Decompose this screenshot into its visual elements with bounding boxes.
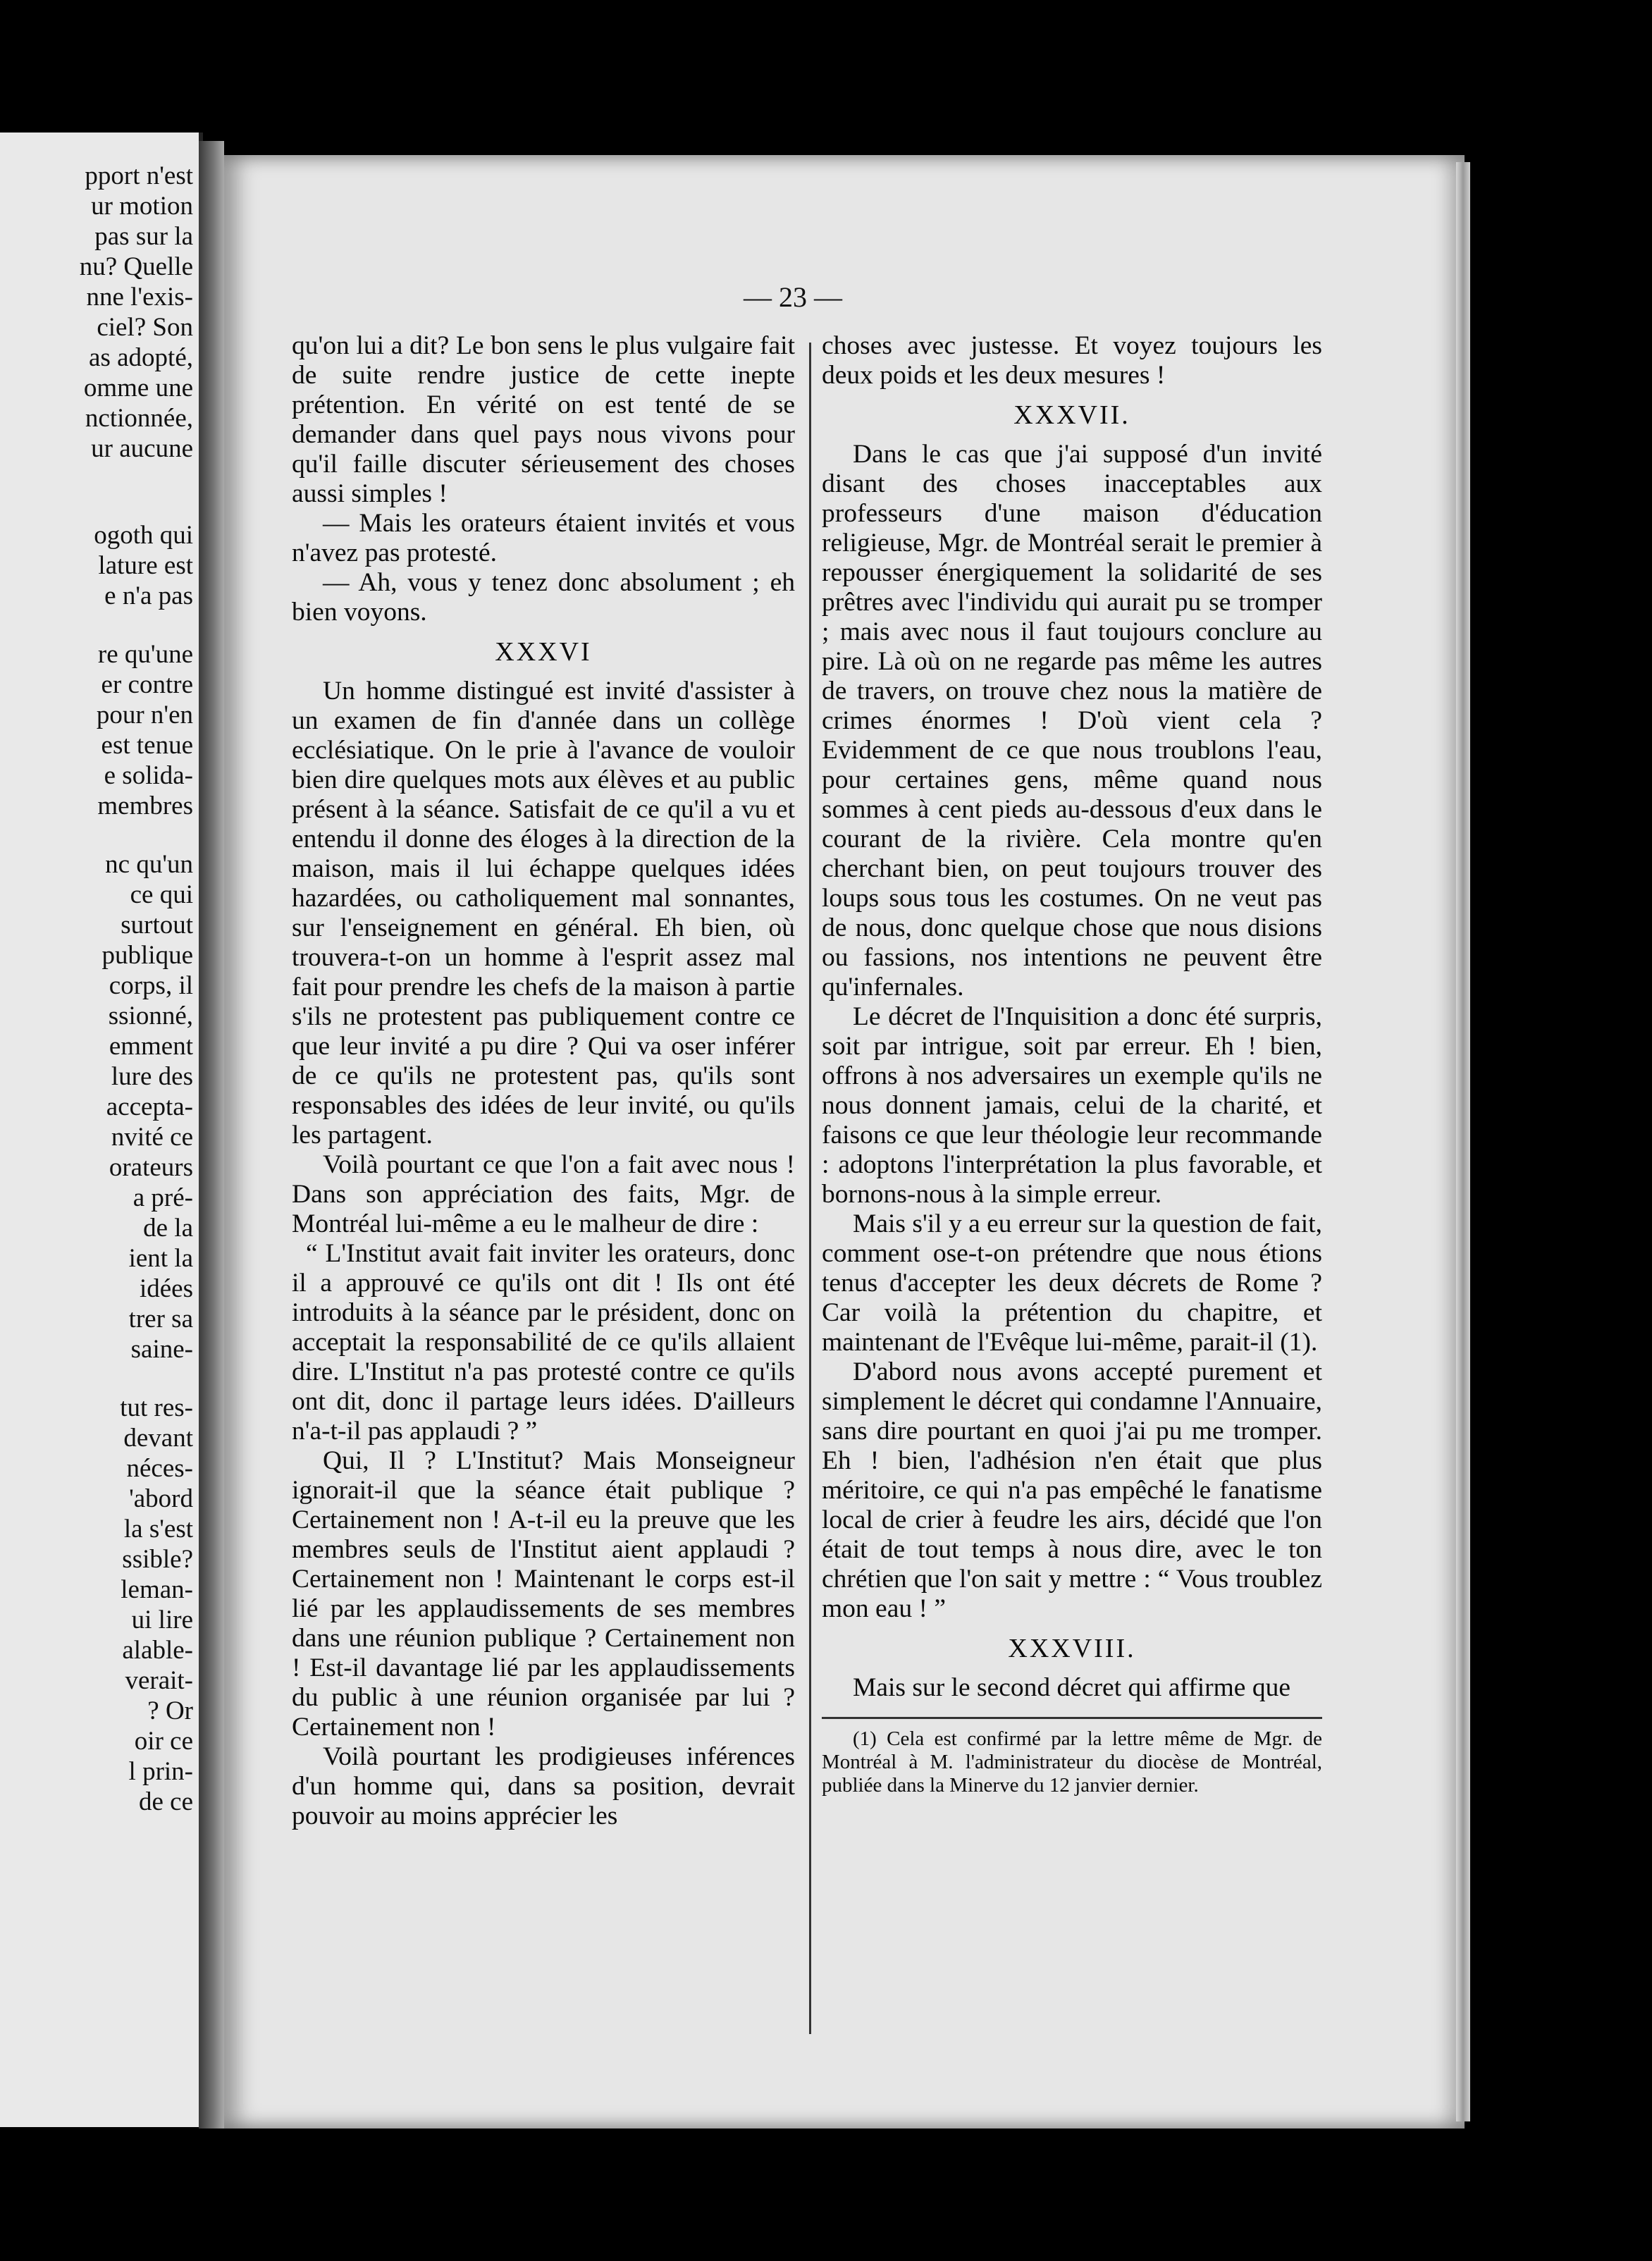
- facing-page-line: trer sa: [128, 1305, 193, 1333]
- facing-page-line: publique: [101, 941, 193, 970]
- facing-page-line: ui lire: [131, 1606, 193, 1634]
- facing-page-line: ur aucune: [91, 434, 193, 463]
- facing-page-line: ciel? Son: [97, 313, 193, 342]
- paragraph: Voilà pourtant les prodigieuses inférences d'un homme qui, dans sa position, devrait pouvoir au moins apprécier les: [292, 1742, 795, 1830]
- page-edge: [1456, 162, 1470, 2121]
- facing-page-line: pour n'en: [96, 701, 193, 729]
- facing-page-line: néces-: [126, 1454, 193, 1483]
- facing-page-line: surtout: [121, 911, 193, 939]
- facing-page-line: oir ce: [134, 1727, 193, 1756]
- paragraph: Un homme distingué est invité d'assister à un examen de fin d'année dans un collège ecclésiatique. On le prie à l'avance de vouloir bien dire quelques mots aux élèves et au public présent à la séance. Satisfait de ce qu'il a vu et entendu il donne des éloges à la direction de la maison, mais il lui échappe quelques idées hazardées, ou catholiquement mal sonnantes, sur l'enseignement en général. Eh bien, où trouvera-t-on un homme à l'esprit assez mal fait pour prendre les chefs de la maison à partie s'ils ne protestent pas publiquement contre ce que leur invité a pu dire ? Qui va oser inférer de ce qu'ils ne protestent pas, qu'ils sont responsables des idées de leur invité, ou qu'ils les partagent.: [292, 677, 795, 1150]
- facing-page-line: la s'est: [123, 1515, 193, 1544]
- book-gutter: [199, 141, 224, 2128]
- facing-page-line: ssionné,: [108, 1002, 193, 1030]
- facing-page-line: est tenue: [101, 731, 193, 760]
- facing-page-line: alable-: [122, 1636, 193, 1665]
- text-column-left: [292, 331, 795, 1831]
- facing-page-line: re qu'une: [97, 640, 193, 669]
- facing-page-line: orateurs: [109, 1153, 193, 1182]
- facing-page-line: ogoth qui: [94, 521, 193, 550]
- facing-page-line: e n'a pas: [104, 581, 193, 610]
- paragraph: Qui, Il ? L'Institut? Mais Monseigneur ignorait-il que la séance était publique ? Certainement non ! A-t-il eu la preuve que les membres seuls de l'Institut aient applaudi ? Certainement non ! Maintenant le corps est-il lié par les applaudissements de ses membres dans une réunion publique ? Certainement non ! Est-il davantage lié par les applaudissements du public à une réunion organisée par lui ? Certainement non !: [292, 1446, 795, 1742]
- facing-page-line: de la: [143, 1214, 193, 1243]
- footnote: (1) Cela est confirmé par la lettre même de Mgr. de Montréal à M. l'administrateur du diocèse de Montréal, publiée dans la Minerve du 12 janvier dernier.: [822, 1727, 1322, 1797]
- paragraph: Dans le cas que j'ai supposé d'un invité disant des choses inacceptables aux professeurs d'une maison d'éducation religieuse, Mgr. de Montréal serait le premier à repousser énergiquement la solidarité de ses prêtres avec l'individu qui aurait pu se tromper ; mais avec nous il faut toujours conclure au pire. Là où on ne regarde pas même les autres de travers, on trouve chez nous la matière de crimes énormes ! D'où vient cela ? Evidemment de ce que nous troublons l'eau, pour certaines gens, même quand nous sommes à cent pieds au-dessous d'eux dans le courant de la rivière. Cela montre qu'en cherchant bien, on peut toujours trouver des loups sous tous les costumes. On ne veut pas de nous, donc quelque chose que nous disions ou fassions, nos intentions ne peuvent être qu'infernales.: [822, 440, 1322, 1002]
- facing-page-line: ssible?: [122, 1545, 193, 1574]
- paragraph: Voilà pourtant ce que l'on a fait avec nous ! Dans son appréciation des faits, Mgr. de Montréal lui-même a eu le malheur de dire :: [292, 1150, 795, 1238]
- facing-page-line: accepta-: [106, 1092, 193, 1121]
- facing-page-line: ce qui: [130, 880, 193, 909]
- facing-page-line: devant: [123, 1424, 193, 1453]
- facing-page-line: tut res-: [120, 1393, 193, 1422]
- facing-page-line: l prin-: [128, 1757, 193, 1786]
- text-column-right: [822, 331, 1322, 1797]
- page-number: — 23 —: [744, 281, 842, 313]
- facing-page-line: ur motion: [91, 192, 193, 221]
- paragraph: D'abord nous avons accepté purement et simplement le décret qui condamne l'Annuaire, sans dire pourtant en quoi j'ai pu me tromper. Eh ! bien, l'adhésion n'en était que plus méritoire, ce qui n'a pas empêché le fanatisme local de crier à feudre les airs, décidé que l'on était de tout temps à nous dire, avec le ton chrétien que l'on sait y mettre : “ Vous troublez mon eau ! ”: [822, 1357, 1322, 1623]
- paragraph: Le décret de l'Inquisition a donc été surpris, soit par intrigue, soit par erreur. Eh ! bien, offrons à nos adversaires un exemple qu'ils ne nous donnent jamais, celui de la charité, et faisons ce que leur théologie leur recommande : adoptons l'interprétation la plus favorable, et bornons-nous à la simple erreur.: [822, 1002, 1322, 1209]
- paragraph: qu'on lui a dit? Le bon sens le plus vulgaire fait de suite rendre justice de cette inepte prétention. En vérité on est tenté de se demander dans quel pays nous vivons pour qu'il faille discuter sérieusement des choses aussi simples !: [292, 331, 795, 508]
- facing-page-line: nvité ce: [111, 1123, 193, 1152]
- footnote-rule: [822, 1717, 1322, 1719]
- paragraph: Mais sur le second décret qui affirme que: [853, 1673, 1290, 1702]
- paragraph: choses avec justesse. Et voyez toujours les deux poids et les deux mesures !: [822, 331, 1322, 390]
- facing-page-line: 'abord: [129, 1484, 193, 1513]
- facing-page-line: nctionnée,: [85, 404, 193, 433]
- facing-page-line: emment: [109, 1032, 193, 1061]
- paragraph: — Ah, vous y tenez donc absolument ; eh bien voyons.: [292, 568, 795, 627]
- paragraph: Mais s'il y a eu erreur sur la question de fait, comment ose-t-on prétendre que nous étions tenus d'accepter les deux décrets de Rome ? Car voilà la prétention du chapitre, et maintenant de l'Evêque lui-même, parait-il (1).: [822, 1209, 1322, 1357]
- facing-page-line: saine-: [130, 1335, 193, 1364]
- section-heading: XXXVI: [495, 637, 592, 667]
- paragraph: — Mais les orateurs étaient invités et vous n'avez pas protesté.: [292, 509, 795, 567]
- section-heading: XXXVII.: [1013, 400, 1130, 430]
- facing-page-line: idées: [139, 1274, 193, 1303]
- facing-page-line: er contre: [101, 670, 193, 699]
- facing-page-line: lure des: [111, 1062, 193, 1091]
- facing-page-line: membres: [97, 791, 193, 820]
- facing-page-line: lature est: [98, 551, 193, 580]
- facing-page-line: verait-: [125, 1666, 193, 1695]
- facing-page-line: omme une: [83, 374, 193, 402]
- facing-page-line: corps, il: [109, 971, 193, 1000]
- facing-page-line: e solida-: [104, 761, 193, 790]
- facing-page-line: pas sur la: [94, 222, 193, 251]
- facing-page-line: pport n'est: [85, 161, 193, 190]
- facing-page-line: leman-: [121, 1575, 193, 1604]
- column-divider: [809, 343, 811, 2034]
- facing-page-line: de ce: [138, 1787, 193, 1816]
- facing-page-line: as adopté,: [89, 343, 193, 372]
- facing-page-line: a pré-: [132, 1183, 193, 1212]
- facing-page-fragment: [0, 133, 203, 2127]
- paragraph: “ L'Institut avait fait inviter les orateurs, donc il a approuvé ce qu'ils ont dit ! Ils ont été introduits à la séance par le président, donc on acceptait la responsabilité de ce qu'ils allaient dire. L'Institut n'a pas protesté contre ce qu'ils ont dit, donc il partage leurs idées. D'ailleurs n'a-t-il pas applaudi ? ”: [292, 1239, 795, 1446]
- section-heading: XXXVIII.: [1008, 1634, 1136, 1663]
- facing-page-line: nne l'exis-: [86, 283, 193, 312]
- facing-page-line: nu? Quelle: [79, 252, 193, 281]
- facing-page-line: nc qu'un: [105, 850, 193, 879]
- facing-page-line: ient la: [128, 1244, 193, 1273]
- facing-page-line: ? Or: [147, 1696, 193, 1725]
